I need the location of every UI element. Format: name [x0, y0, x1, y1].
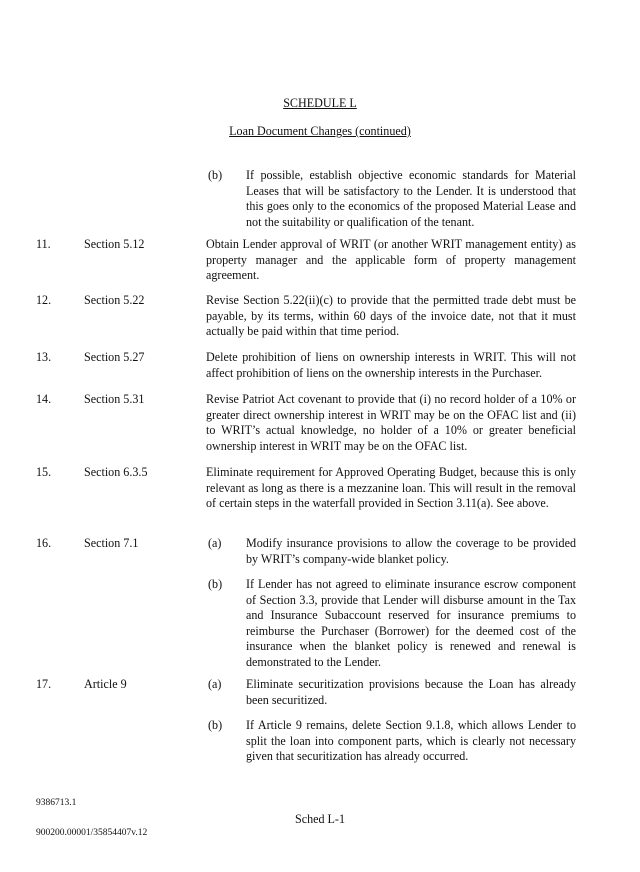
document-id: 9386713.1	[36, 798, 77, 808]
sub-item-label: (b)	[208, 577, 223, 591]
item-section: Section 5.31	[84, 392, 145, 406]
item-number: 14.	[36, 392, 52, 406]
item-text: Eliminate requirement for Approved Operating Budget, because this is only relevant as long as there is a mezzanine loan. This will result in the removal of certain steps in the waterfall provided in Section 3.11(a). See above.	[206, 465, 576, 511]
item-section: Section 5.12	[84, 237, 145, 251]
continued-sub-label: (b)	[208, 168, 223, 182]
item-number: 16.	[36, 536, 52, 550]
item-section: Article 9	[84, 677, 127, 691]
item-number: 12.	[36, 293, 52, 307]
sub-item-text: If Article 9 remains, delete Section 9.1.8, which allows Lender to split the loan into component parts, which is clearly not necessary given that securitization has already occurred.	[246, 718, 576, 764]
item-text: Obtain Lender approval of WRIT (or another WRIT management entity) as property manager and the applicable form of property management agreement.	[206, 237, 576, 283]
sub-item-label: (b)	[208, 718, 223, 732]
item-section: Section 5.27	[84, 350, 145, 364]
item-number: 15.	[36, 465, 52, 479]
continued-sub-text: If possible, establish objective economic standards for Material Leases that will be satisfactory to the Lender. It is understood that this goes only to the economics of the proposed Material Lease and not the suitability or qualification of the tenant.	[246, 168, 576, 229]
sub-item-text: Modify insurance provisions to allow the coverage to be provided by WRIT’s company-wide blanket policy.	[246, 536, 576, 566]
item-text: Delete prohibition of liens on ownership interests in WRIT. This will not affect prohibition of liens on the ownership interests in the Purchaser.	[206, 350, 576, 380]
item-number: 11.	[36, 237, 51, 251]
item-section: Section 5.22	[84, 293, 145, 307]
sub-item-label: (a)	[208, 677, 222, 691]
file-reference: 900200.00001/35854407v.12	[36, 828, 148, 838]
item-text: Revise Section 5.22(ii)(c) to provide that the permitted trade debt must be payable, by its terms, within 60 days of the invoice date, not that it must actually be paid within that time period.	[206, 293, 576, 339]
sub-item-label: (a)	[208, 536, 222, 550]
sub-item-text: If Lender has not agreed to eliminate insurance escrow component of Section 3.3, provide that Lender will disburse amount in the Tax and Insurance Subaccount reserved for insurance premiums to reimburse the Purchaser (Borrower) for the deemed cost of the insurance when the blanket policy is renewed and renewal is demonstrated to the Lender.	[246, 577, 576, 669]
item-number: 17.	[36, 677, 52, 691]
sub-item-text: Eliminate securitization provisions because the Loan has already been securitized.	[246, 677, 576, 707]
item-text: Revise Patriot Act covenant to provide that (i) no record holder of a 10% or greater direct ownership interest in WRIT may be on the OFAC list and (ii) to WRIT’s actual knowledge, no holder of a 10% or greater beneficial ownership interest in WRIT may be on the OFAC list.	[206, 392, 576, 453]
page-subtitle: Loan Document Changes (continued)	[229, 124, 411, 138]
item-section: Section 6.3.5	[84, 465, 148, 479]
page-label: Sched L-1	[294, 812, 346, 826]
item-section: Section 7.1	[84, 536, 139, 550]
schedule-title: SCHEDULE L	[283, 96, 357, 110]
item-number: 13.	[36, 350, 52, 364]
